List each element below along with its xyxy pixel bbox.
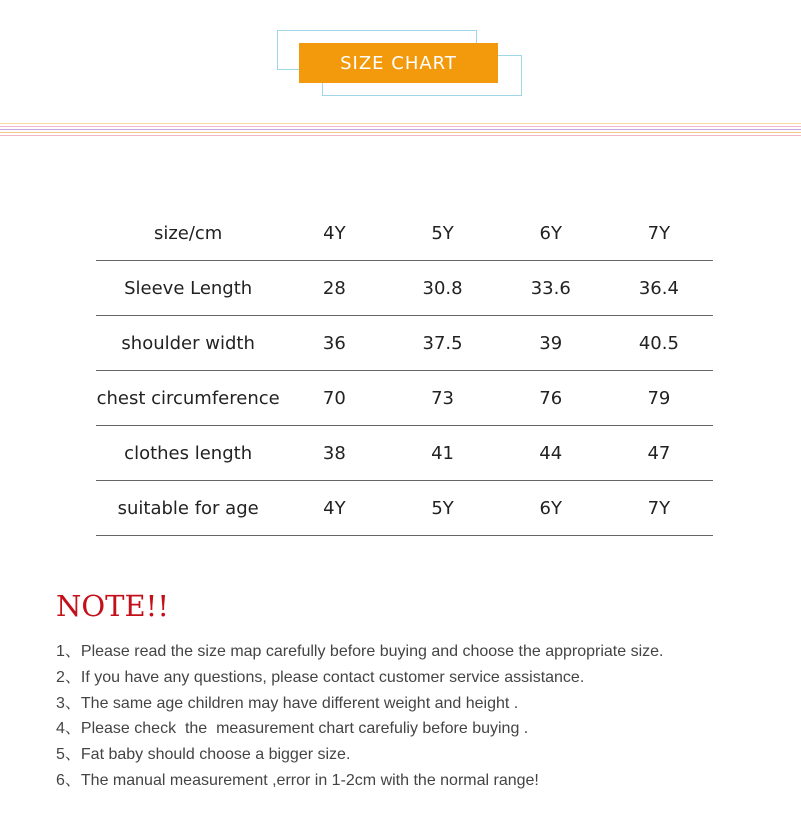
table-cell: 5Y bbox=[388, 481, 496, 536]
note-item: 2、If you have any questions, please contact customer service assistance. bbox=[56, 668, 585, 686]
table-cell: 28 bbox=[280, 261, 388, 316]
size-table bbox=[96, 206, 713, 536]
table-row bbox=[96, 261, 713, 316]
note-item: 1、Please read the size map carefully before buying and choose the appropriate size. bbox=[56, 643, 664, 660]
table-row bbox=[96, 371, 713, 426]
table-cell: 70 bbox=[280, 371, 388, 426]
table-cell: 39 bbox=[497, 316, 605, 371]
stripe-line bbox=[0, 126, 801, 127]
table-header-cell: 6Y bbox=[539, 222, 562, 244]
table-cell: 73 bbox=[388, 371, 496, 426]
note-item: 6、The manual measurement ,error in 1-2cm with the normal range! bbox=[56, 771, 539, 789]
table-cell: 36.4 bbox=[605, 261, 713, 316]
table-cell: 76 bbox=[497, 371, 605, 426]
table-cell: 33.6 bbox=[497, 261, 605, 316]
table-row bbox=[96, 481, 713, 536]
table-cell: 36 bbox=[280, 316, 388, 371]
decorative-stripes bbox=[0, 122, 801, 138]
table-header-cell: 5Y bbox=[431, 222, 454, 244]
table-cell: 30.8 bbox=[388, 261, 496, 316]
table-row bbox=[96, 426, 713, 481]
table-cell: 38 bbox=[280, 426, 388, 481]
table-cell: 37.5 bbox=[388, 316, 496, 371]
table-cell: 4Y bbox=[280, 481, 388, 536]
table-header-cell: size/cm bbox=[153, 222, 223, 244]
stripe-line bbox=[0, 135, 801, 136]
table-cell: 47 bbox=[605, 426, 713, 481]
table-cell: 41 bbox=[388, 426, 496, 481]
table-row-label: chest circumference bbox=[96, 371, 280, 426]
note-heading: NOTE!! bbox=[56, 589, 169, 623]
table-row-label: clothes length bbox=[96, 426, 280, 481]
stripe-line bbox=[0, 123, 801, 124]
table-cell: 7Y bbox=[605, 481, 713, 536]
stripe-line bbox=[0, 132, 801, 133]
table-cell: 6Y bbox=[497, 481, 605, 536]
table-header-cell: 4Y bbox=[323, 222, 346, 244]
table-row-label: Sleeve Length bbox=[96, 261, 280, 316]
table-header-row bbox=[96, 206, 713, 261]
note-item: 3、The same age children may have different weight and height . bbox=[56, 694, 519, 712]
table-cell: 40.5 bbox=[605, 316, 713, 371]
table-row-label: shoulder width bbox=[96, 316, 280, 371]
table-cell: 79 bbox=[605, 371, 713, 426]
note-list bbox=[56, 642, 796, 797]
note-item: 4、Please check the measurement chart carefuliy before buying . bbox=[56, 720, 529, 738]
table-row bbox=[96, 316, 713, 371]
note-item: 5、Fat baby should choose a bigger size. bbox=[56, 746, 351, 764]
stripe-line bbox=[0, 129, 801, 130]
size-chart-title: SIZE CHART bbox=[299, 43, 498, 83]
table-row-label: suitable for age bbox=[96, 481, 280, 536]
table-header-cell: 7Y bbox=[647, 222, 671, 244]
table-cell: 44 bbox=[497, 426, 605, 481]
size-chart-banner bbox=[0, 0, 801, 140]
